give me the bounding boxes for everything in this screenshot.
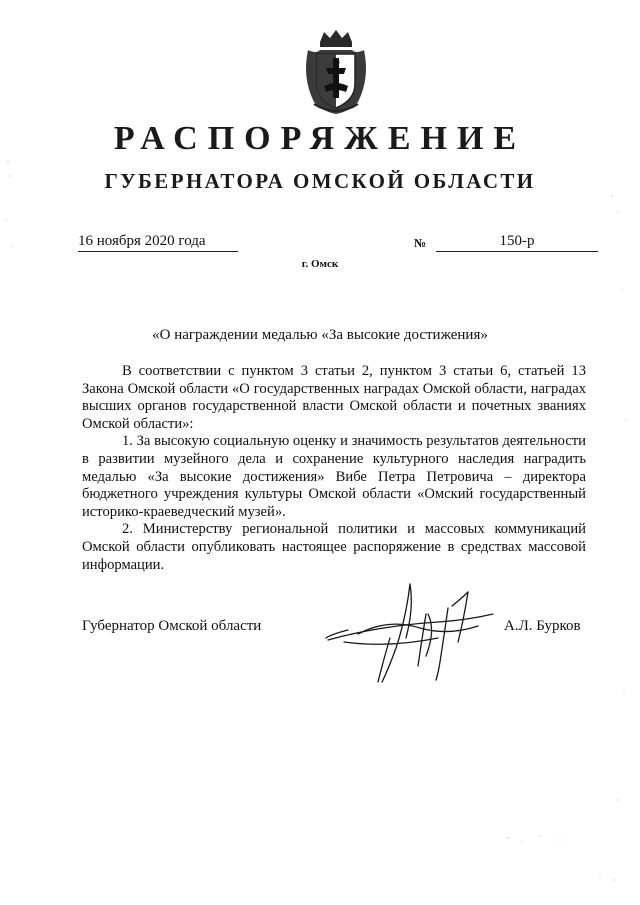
document-number: 150-р [436,233,598,252]
document-city: г. Омск [301,258,339,270]
handwritten-signature [318,578,508,688]
coat-of-arms-icon [300,28,372,116]
body-paragraph: 2. Министерству региональной политики и массовых коммуникаций Омской области опубликовать настоящее распоряжение в средствах массовой информации. [82,521,586,573]
body-paragraph: В соответствии с пунктом 3 статьи 2, пунктом 3 статьи 6, статьей 13 Закона Омской области «О государственных наградах Омской области, наградах высших органов государственной власти Омской области и почетных званиях Омской области»: [82,363,586,432]
document-heading: «О награждении медалью «За высокие достижения» [152,327,488,343]
document-date: 16 ноября 2020 года [78,233,238,252]
number-label: № [414,236,427,250]
document-body [82,363,586,574]
document-subtitle: ГУБЕРНАТОРА ОМСКОЙ ОБЛАСТИ [104,169,536,193]
body-paragraph: 1. За высокую социальную оценку и значимость результатов деятельности в развитии музейного дела и сохранение культурного наследия наградить медалью «За высокие достижения» Вибе Петра Петровича – директора бюджетного учреждения культуры Омской области «Омский государственный историко-краеведческий музей». [82,433,586,520]
document-title: РАСПОРЯЖЕНИЕ [113,120,527,157]
signer-name: А.Л. Бурков [504,618,581,634]
signer-position: Губернатор Омской области [82,618,262,634]
